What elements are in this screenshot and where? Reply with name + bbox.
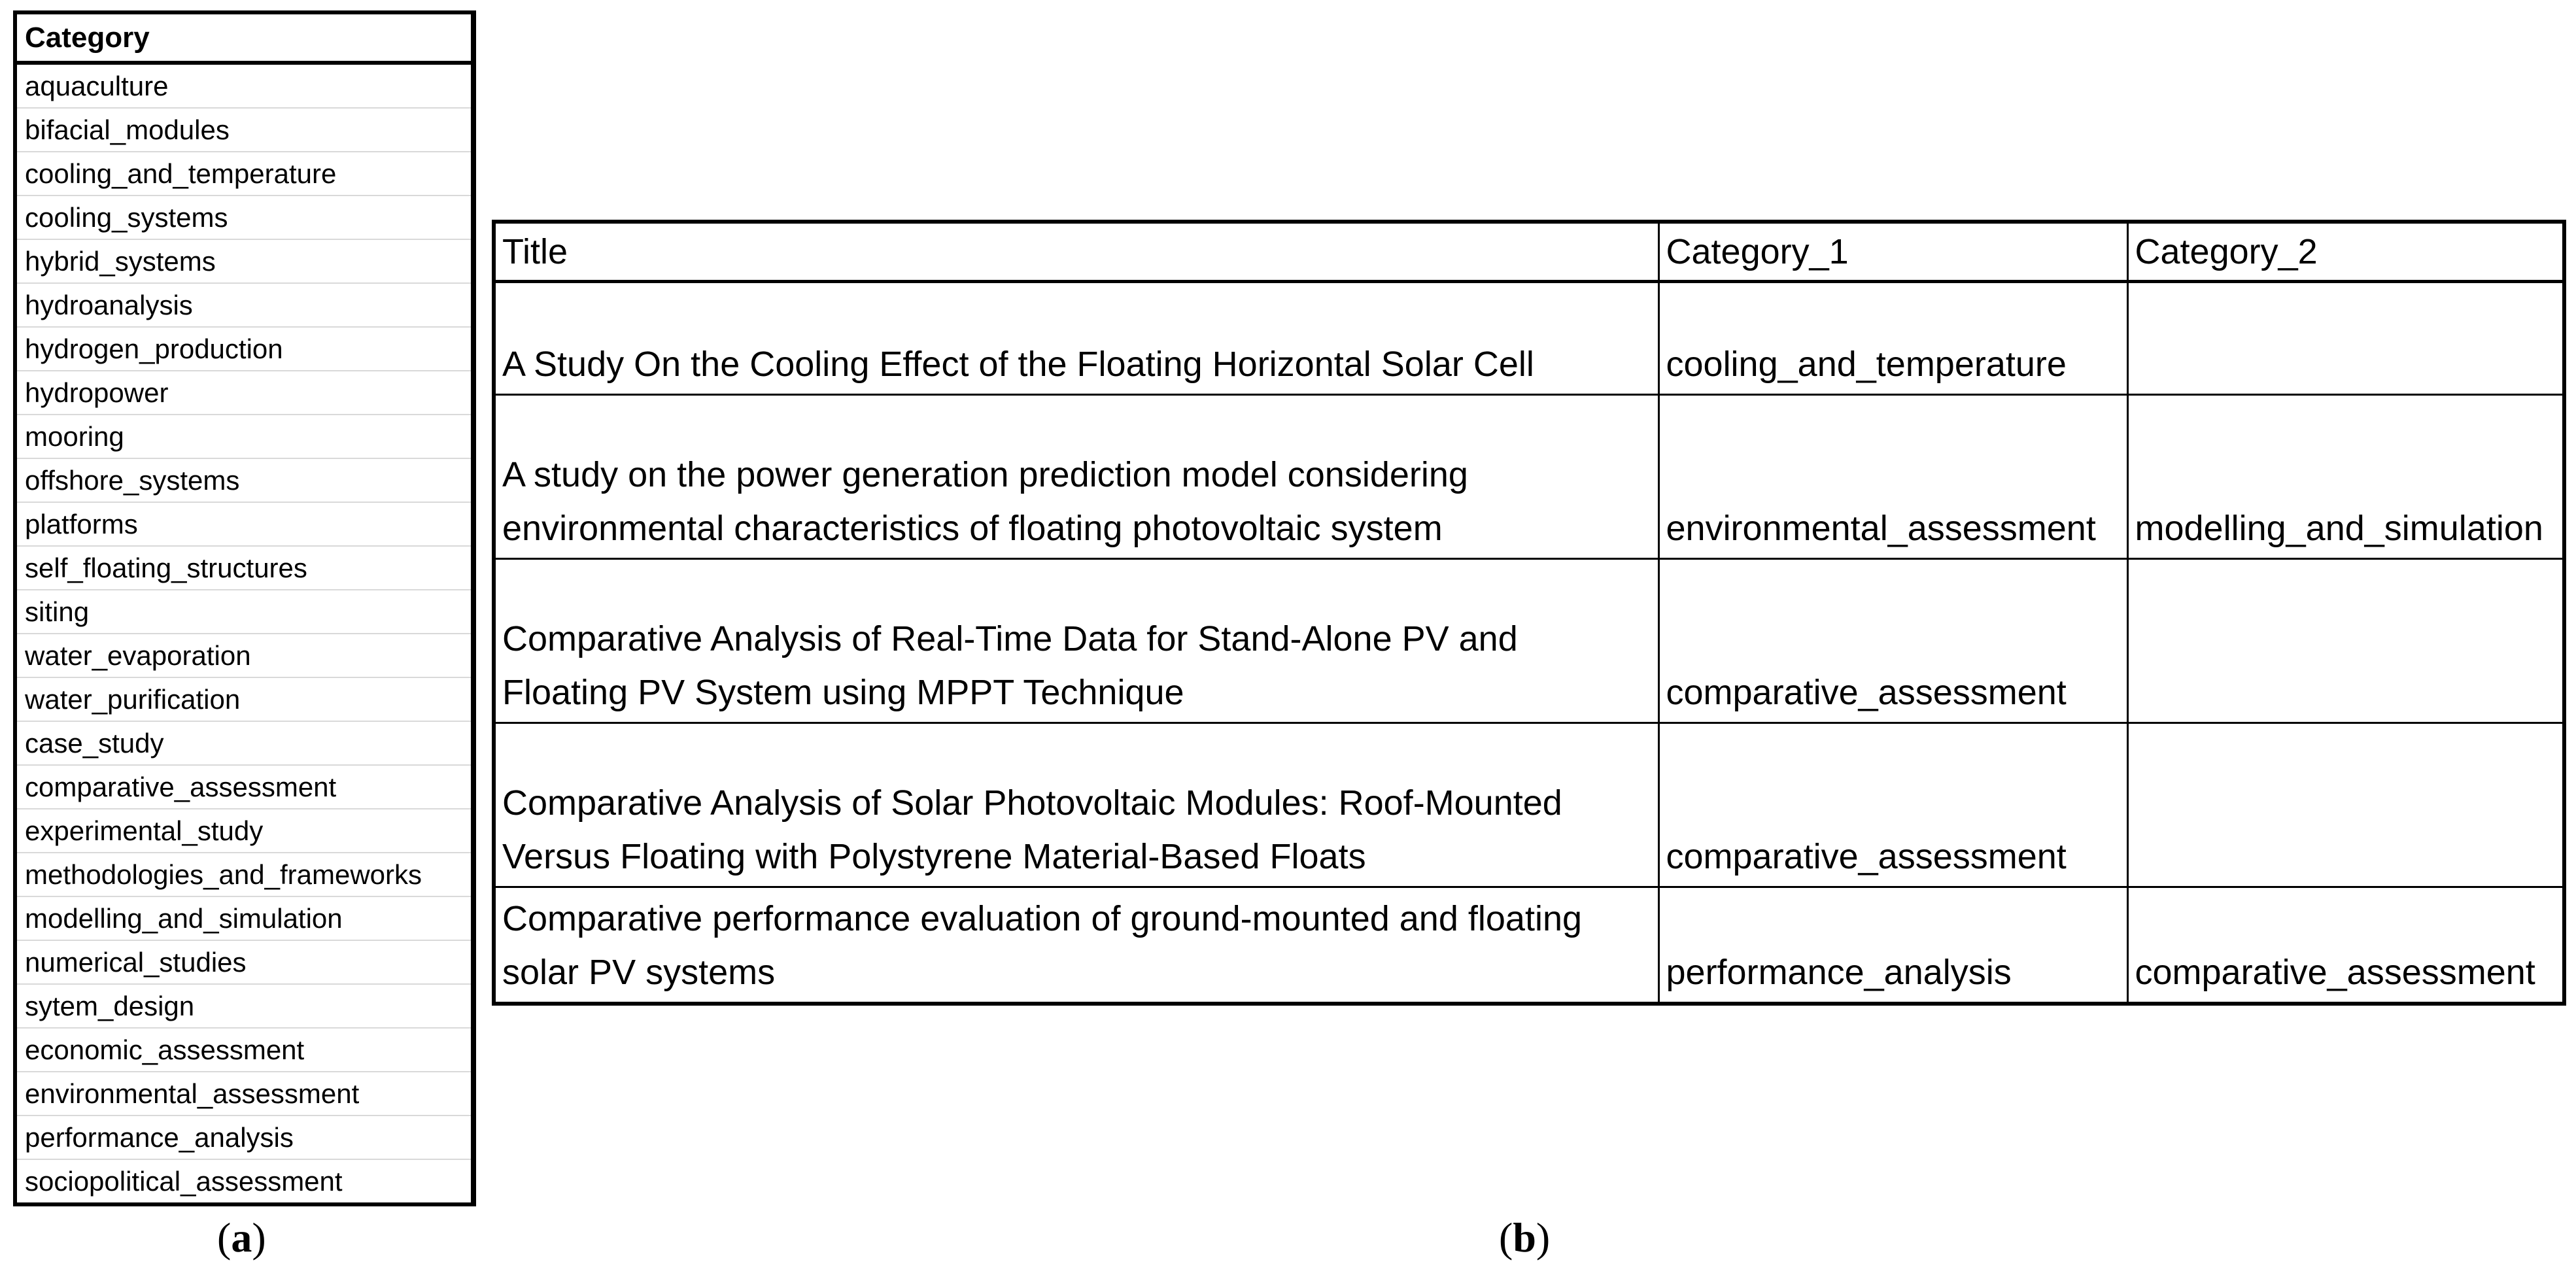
category-row [15, 590, 473, 634]
category-table [13, 10, 476, 1206]
category-row [15, 853, 473, 896]
category-row [15, 327, 473, 371]
category-row [15, 108, 473, 152]
paper-title-cell: Comparative performance evaluation of ground-mounted and floating solar PV systems [494, 887, 1658, 1004]
category-row [15, 415, 473, 458]
category-cell: hydrogen_production [15, 327, 473, 371]
category-cell: hydroanalysis [15, 283, 473, 327]
category-2-cell: modelling_and_simulation [2127, 395, 2564, 559]
category-row [15, 721, 473, 765]
category-cell: methodologies_and_frameworks [15, 853, 473, 896]
category-cell: hybrid_systems [15, 239, 473, 283]
paper-title-cell: A study on the power generation prediction model considering environmental characteristics of floating photovoltaic system [494, 395, 1658, 559]
title-column-header: Title [494, 222, 1658, 282]
category-cell: aquaculture [15, 63, 473, 108]
paper-title-cell: Comparative Analysis of Solar Photovoltaic Modules: Roof-Mounted Versus Floating with Polystyrene Material-Based Floats [494, 723, 1658, 887]
paper-row [494, 559, 2564, 723]
caption-b-close: ) [1536, 1214, 1551, 1261]
category-row [15, 677, 473, 721]
caption-a-open: ( [217, 1214, 232, 1261]
category-cell: economic_assessment [15, 1028, 473, 1072]
category-row [15, 283, 473, 327]
category-row [15, 371, 473, 415]
category-header: Category [15, 12, 473, 63]
caption-b-letter: b [1513, 1214, 1536, 1261]
category-cell: water_evaporation [15, 634, 473, 677]
category-row [15, 152, 473, 196]
category-row [15, 765, 473, 809]
category-cell: case_study [15, 721, 473, 765]
category-cell: water_purification [15, 677, 473, 721]
category-row [15, 634, 473, 677]
paper-row [494, 282, 2564, 395]
category-2-cell [2127, 723, 2564, 887]
paper-row [494, 395, 2564, 559]
category-row [15, 458, 473, 502]
category-2-cell [2127, 559, 2564, 723]
category-row [15, 239, 473, 283]
paper-header-row [494, 222, 2564, 282]
category-cell: numerical_studies [15, 940, 473, 984]
category-cell: platforms [15, 502, 473, 546]
category-row [15, 63, 473, 108]
category-2-cell [2127, 282, 2564, 395]
category-cell: experimental_study [15, 809, 473, 853]
category-2-cell: comparative_assessment [2127, 887, 2564, 1004]
category-cell: siting [15, 590, 473, 634]
category-cell: self_floating_structures [15, 546, 473, 590]
category-1-cell: cooling_and_temperature [1658, 282, 2127, 395]
category-header-row [15, 12, 473, 63]
category-cell: sociopolitical_assessment [25, 1165, 343, 1197]
category-cell: environmental_assessment [15, 1072, 473, 1115]
paper-row [494, 723, 2564, 887]
category-1-cell: comparative_assessment [1658, 559, 2127, 723]
paper-row [494, 887, 2564, 1004]
category-cell: cooling_systems [15, 196, 473, 239]
caption-a-close: ) [252, 1214, 266, 1261]
category-row [15, 1028, 473, 1072]
paper-category-table [492, 220, 2566, 1006]
category-row [15, 196, 473, 239]
category-row [15, 1159, 473, 1204]
category-row [15, 1072, 473, 1115]
category-row [15, 984, 473, 1028]
category-1-cell: performance_analysis [1658, 887, 2127, 1004]
category-cell: hydropower [15, 371, 473, 415]
category-cell: mooring [15, 415, 473, 458]
category-1-cell: comparative_assessment [1658, 723, 2127, 887]
category-cell: modelling_and_simulation [15, 896, 473, 940]
category-1-column-header: Category_1 [1658, 222, 2127, 282]
category-row [15, 546, 473, 590]
category-cell: sytem_design [15, 984, 473, 1028]
category-cell: comparative_assessment [15, 765, 473, 809]
caption-b-open: ( [1499, 1214, 1513, 1261]
category-1-cell: environmental_assessment [1658, 395, 2127, 559]
category-row [15, 940, 473, 984]
category-cell: performance_analysis [15, 1115, 473, 1159]
category-cell: bifacial_modules [15, 108, 473, 152]
category-row [15, 1115, 473, 1159]
caption-a [217, 1208, 266, 1267]
category-cell: offshore_systems [15, 458, 473, 502]
caption-b [1499, 1208, 1550, 1267]
category-cell: cooling_and_temperature [15, 152, 473, 196]
category-row [15, 502, 473, 546]
category-row [15, 809, 473, 853]
category-2-column-header: Category_2 [2127, 222, 2564, 282]
paper-title-cell: A Study On the Cooling Effect of the Floating Horizontal Solar Cell [494, 282, 1658, 395]
paper-title-cell: Comparative Analysis of Real-Time Data for Stand-Alone PV and Floating PV System using MPPT Technique [494, 559, 1658, 723]
category-row [15, 896, 473, 940]
caption-a-letter: a [231, 1214, 252, 1261]
